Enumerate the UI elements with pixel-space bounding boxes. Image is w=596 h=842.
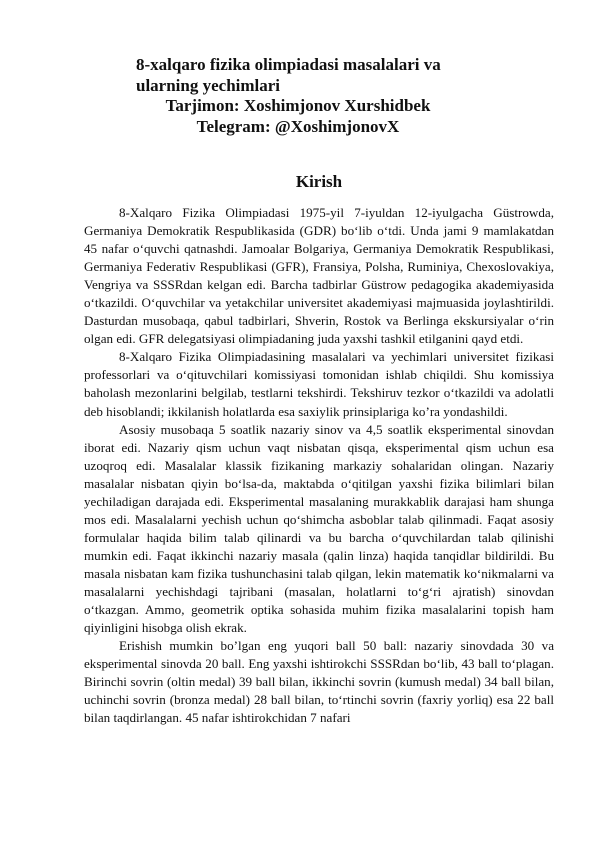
paragraph: Asosiy musobaqa 5 soatlik nazariy sinov va 4,5 soatlik eksperimental sinovdan iborat edi. Nazariy qism uchun vaqt nisbatan qisqa, eksperimental qism uchun esa uzoqroq edi. Masalalar klassik fizikaning markaziy sohalaridan olingan. Nazariy masalalar nisbatan qiyin boʻlsa-da, maktabda oʻqitilgan yaxshi fizika bilimlari bilan yechiladigan darajada edi. Eksperimental masalaning murakkablik darajasi ham shunga mos edi. Masalalarni yechish uchun qoʻshimcha asboblar talab qilinmadi. Faqat asosiy formulalar haqida bilim talab qilinardi va bu barcha oʻquvchilardan talab qilinishi mumkin edi. Faqat ikkinchi nazariy masala (qalin linza) haqida tanqidlar bildirildi. Bu masala nisbatan kam fizika tushunchasini talab qilgan, lekin matematik koʻnikmalarni va masalalarni yechishdagi tajribani (masalan, holatlarni toʻgʻri ajratish) sinovdan oʻtkazgan. Ammo, geometrik optika sohasida muhim fizika masalalarini topish ham qiyinligini hisobga olish ekrak. (84, 421, 554, 636)
paragraph: Erishish mumkin boʼlgan eng yuqori ball 50 ball: nazariy sinovdada 30 va eksperimental sinovda 20 ball. Eng yaxshi ishtirokchi SSSRdan boʻlib, 43 ball toʻplagan. Birinchi sovrin (oltin medal) 39 ball bilan, ikkinchi sovrin (kumush medal) 34 ball bilan, uchinchi sovrin (bronza medal) 28 ball bilan, toʻrtinchi sovrin (faxriy yorliq) esa 22 ball bilan taqdirlangan. 45 nafar ishtirokchidan 7 nafari (84, 638, 554, 726)
telegram-line: Telegram: @XoshimjonovX (196, 116, 400, 136)
paragraph: 8-Xalqaro Fizika Olimpiadasining masalalari va yechimlari universitet fizikasi professorlari va oʻqituvchilari komissiyasi tomonidan ishlab chiqildi. Shu komissiya baholash mezonlarini belgilab, testlarni tekshirdi. Tekshiruv tezkor oʻtkazildi va adolatli deb hisoblandi; ikkilanish holatlarda esa saxiylik prinsiplariga koʼra yondashildi. (84, 349, 554, 419)
section-heading: Kirish (295, 172, 343, 191)
title-block (84, 55, 554, 137)
translator-line: Tarjimon: Xoshimjonov Xurshidbek (165, 96, 431, 115)
paragraph: 8-Xalqaro Fizika Olimpiadasi 1975-yil 7-iyuldan 12-iyulgacha Güstrowda, Germaniya Demokratik Respublikasida (GDR) boʻlib oʻtdi. Unda jami 9 mamlakatdan 45 nafar oʻquvchi qatnashdi. Jamoalar Bolgariya, Germaniya Demokratik Respublikasi, Germaniya Federativ Respublikasi (GFR), Fransiya, Polsha, Ruminiya, Chexoslovakiya, Vengriya va SSSRdan kelgan edi. Barcha tadbirlar Güstrow pedagogika akademiyasida oʻtkazildi. Oʻquvchilar va yetakchilar universitet akademiyasi majmuasida joylashtirildi. Dasturdan musobaqa, qabul tadbirlari, Shverin, Rostok va Berlinga ekskursiyalar oʻrin olgan edi. GFR delegatsiyasi olimpiadaning juda yaxshi tashkil etilganini qayd etdi. (84, 205, 554, 347)
body-text (84, 204, 554, 727)
document-title: 8-xalqaro fizika olimpiadasi masalalari va ularning yechimlari (136, 55, 441, 95)
